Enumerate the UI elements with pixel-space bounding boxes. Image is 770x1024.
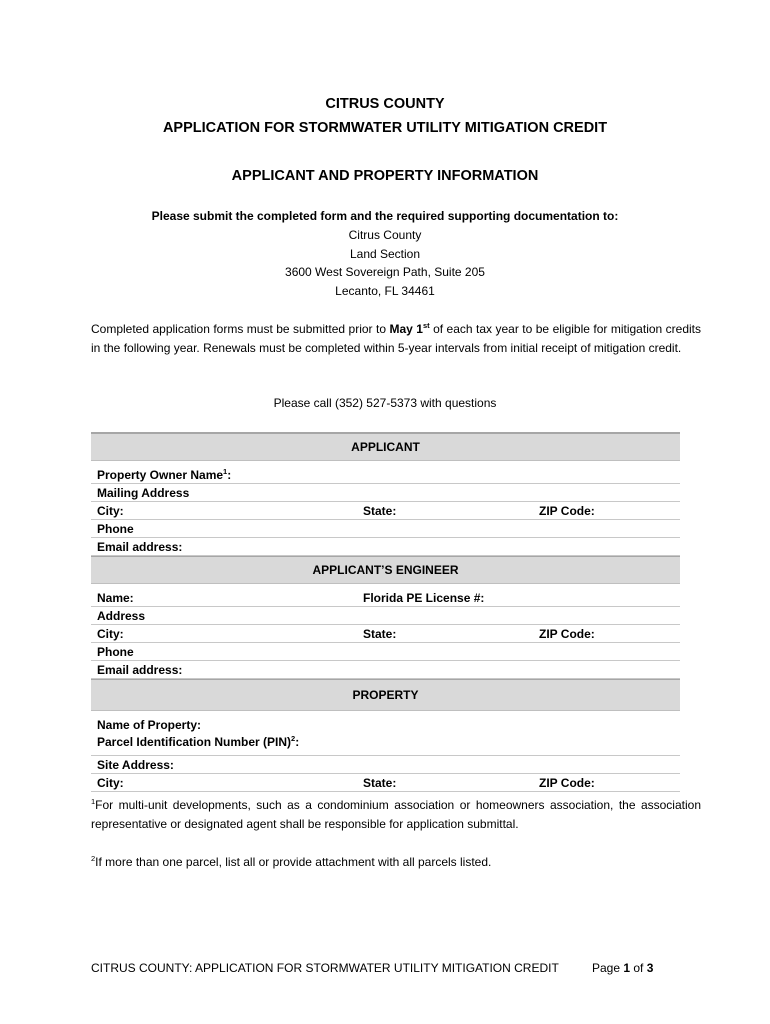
title-application: APPLICATION FOR STORMWATER UTILITY MITIGATION CREDIT bbox=[162, 120, 608, 136]
address-line-2: Land Section bbox=[349, 247, 421, 261]
title-section: APPLICANT AND PROPERTY INFORMATION bbox=[231, 168, 539, 184]
address-line-3: 3600 West Sovereign Path, Suite 205 bbox=[285, 265, 485, 279]
property-city-row[interactable]: City: State: ZIP Code: bbox=[91, 774, 680, 792]
property-name-row[interactable]: Name of Property: bbox=[97, 718, 202, 732]
property-header: PROPERTY bbox=[91, 679, 680, 711]
submission-notice: Completed application forms must be submitted prior to May 1st of each tax year to be eligible for mitigation credits in the following year. Renewals must be completed within 5-year intervals from initial receipt of mitigation credit. bbox=[91, 321, 702, 355]
footnote-2: $^2$If more than one parcel, list all or provide attachment with all parcels listed. bbox=[91, 854, 492, 869]
footer-title: CITRUS COUNTY: APPLICATION FOR STORMWATER UTILITY MITIGATION CREDIT bbox=[91, 961, 559, 975]
title-county: CITRUS COUNTY bbox=[325, 96, 445, 112]
applicant-city-row[interactable]: City: State: ZIP Code: bbox=[91, 502, 680, 520]
site-address-row[interactable]: Site Address: bbox=[91, 756, 680, 774]
engineer-address-row[interactable]: Address bbox=[91, 607, 680, 625]
engineer-header: APPLICANT’S ENGINEER bbox=[91, 556, 680, 584]
submit-instruction: Please submit the completed form and the required supporting documentation to: bbox=[151, 209, 619, 223]
call-info: Please call (352) 527-5373 with questions bbox=[273, 396, 497, 410]
applicant-email-row[interactable]: Email address: bbox=[91, 538, 680, 556]
footnote-1: $^1$For multi-unit developments, such as a condominium association or homeowners association, the association representative or designated agent shall be responsible for application submittal. bbox=[91, 797, 701, 831]
applicant-header: APPLICANT bbox=[91, 432, 680, 461]
owner-name-row[interactable]: Property Owner Name$^1$: bbox=[91, 466, 680, 484]
page-number: Page 1 of 3 bbox=[592, 961, 654, 975]
address-line-1: Citrus County bbox=[348, 228, 422, 242]
applicant-phone-row[interactable]: Phone bbox=[91, 520, 680, 538]
pin-row[interactable]: Parcel Identification Number (PIN)$^2$: bbox=[91, 733, 680, 756]
address-line-4: Lecanto, FL 34461 bbox=[335, 284, 435, 298]
engineer-phone-row[interactable]: Phone bbox=[91, 643, 680, 661]
mailing-address-row[interactable]: Mailing Address bbox=[91, 484, 680, 502]
engineer-name-row[interactable]: Name: Florida PE License #: bbox=[91, 589, 680, 607]
application-form bbox=[91, 432, 680, 792]
engineer-email-row[interactable]: Email address: bbox=[91, 661, 680, 679]
engineer-city-row[interactable]: City: State: ZIP Code: bbox=[91, 625, 680, 643]
